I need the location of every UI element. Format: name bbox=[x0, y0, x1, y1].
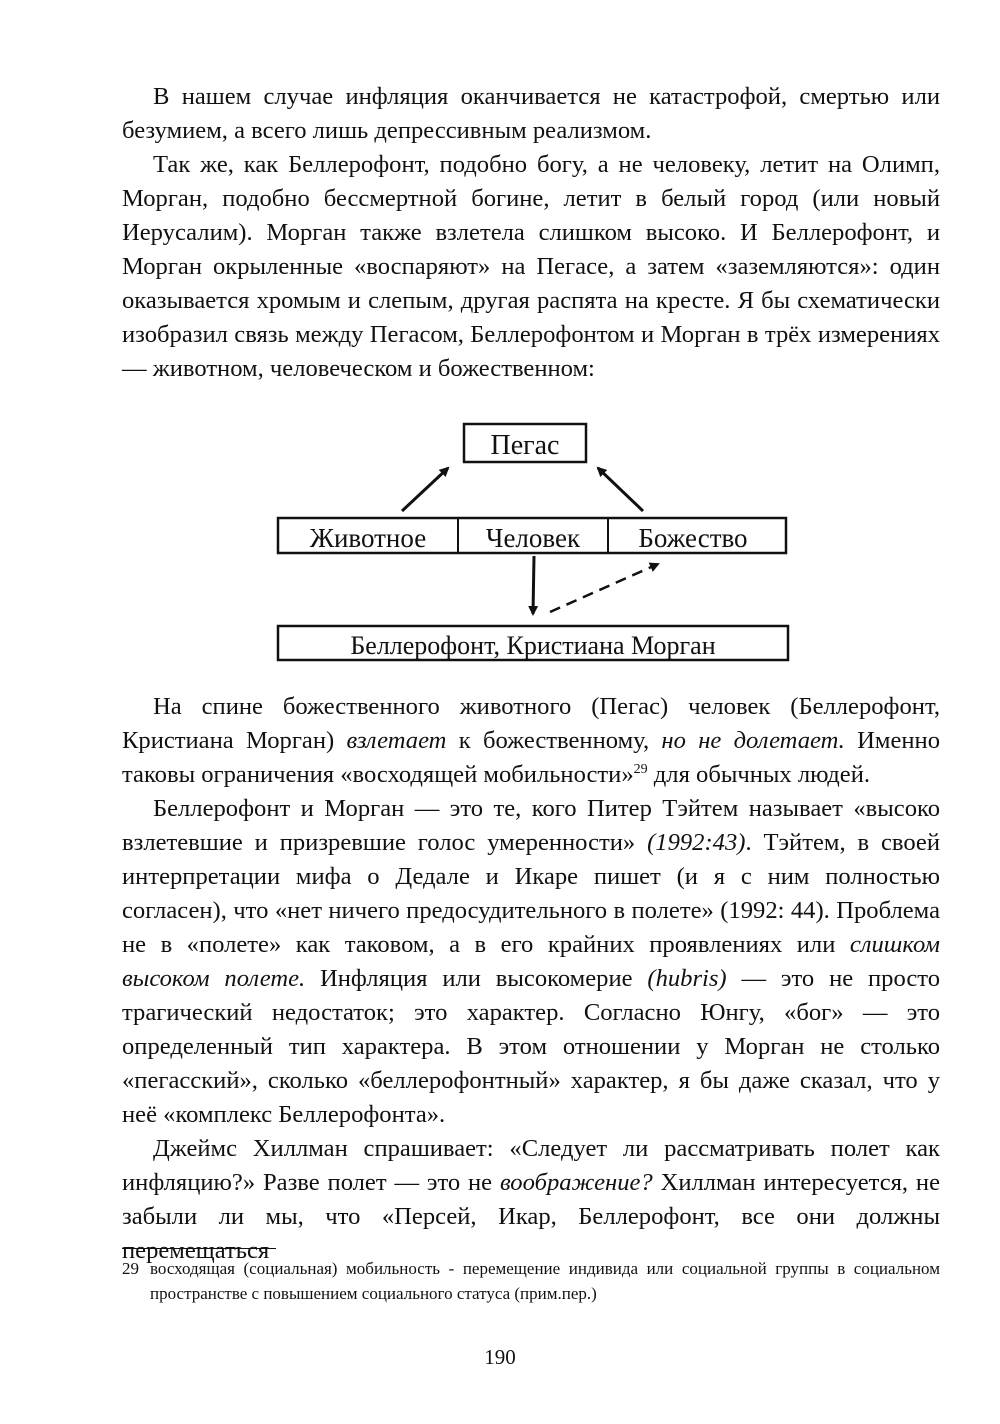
arrow-human-down bbox=[533, 556, 534, 614]
pegasus-label: Пегас bbox=[490, 430, 560, 461]
p4-text-2: . Тэйтем, в своей интерпретации мифа о Дедале и Икаре пишет (и я с ним полностью согласен), что «нет ничего предосудительного в полете» (1992: 44). Проблема не в «полете» как таковом, а в его крайних проявлениях или bbox=[122, 829, 940, 958]
footnote-divider bbox=[122, 1248, 276, 1249]
footnote-29 bbox=[122, 1256, 940, 1306]
p3-text-4: для обычных людей. bbox=[647, 761, 871, 788]
p4-text-4: — это не просто трагический недостаток; это характер. Согласно Юнгу, «бог» — это определенный тип характера. В этом отношении у Морган не столько «пегасский», сколько «беллерофонтный» характер, я бы даже сказал, что у неё «комплекс Беллерофонта». bbox=[122, 965, 941, 1128]
human-label: Человек bbox=[485, 523, 581, 553]
diagram-svg bbox=[270, 418, 800, 666]
p4-italic-3: (hubris) bbox=[647, 965, 727, 992]
divine-label: Божество bbox=[638, 523, 748, 553]
p4-italic-2: слишком высоком полете. bbox=[122, 931, 940, 992]
footnote-number: 29 bbox=[122, 1259, 139, 1278]
arrow-divine-to-pegasus bbox=[598, 468, 643, 511]
top-text-block bbox=[122, 80, 940, 386]
animal-label: Животное bbox=[309, 523, 427, 553]
characters-label: Беллерофонт, Кристиана Морган bbox=[350, 631, 716, 660]
footnote-ref-29: 29 bbox=[633, 761, 648, 777]
footnote-text: восходящая (социальная) мобильность - перемещение индивида или социальной группы в социальном пространстве с повышением социального статуса (прим.пер.) bbox=[150, 1259, 940, 1303]
dimension-diagram bbox=[270, 418, 800, 666]
p5-text-1: Джеймс Хиллман спрашивает: «Следует ли рассматривать полет как инфляцию?» Разве полет — это не bbox=[122, 1135, 940, 1196]
paragraph-tatham bbox=[122, 792, 940, 1132]
paragraph-bellerophon-morgan: Так же, как Беллерофонт, подобно богу, а не человеку, летит на Олимп, Морган, подобно бессмертной богине, летит в белый город (или новый Иерусалим). Морган также взлетела слишком высоко. И Беллерофонт, и Морган окрыленные «воспаряют» на Пегасе, а затем «заземляются»: один оказывается хромым и слепым, другая распята на кресте. Я бы схематически изобразил связь между Пегасом, Беллерофонтом и Морган в трёх измерениях — животном, человеческом и божественном: bbox=[122, 151, 940, 382]
bottom-text-block bbox=[122, 690, 940, 1268]
p3-italic-1: взлетает bbox=[346, 727, 447, 754]
p3-italic-2: но не долетает. bbox=[661, 727, 845, 754]
p3-text-3: Именно таковы ограничения «восходящей мобильности» bbox=[122, 727, 940, 788]
paragraph-ascending-mobility bbox=[122, 690, 940, 792]
p4-italic-1: (1992:43) bbox=[647, 829, 746, 856]
paragraph-inflation: В нашем случае инфляция оканчивается не катастрофой, смертью или безумием, а всего лишь депрессивным реализмом. bbox=[122, 83, 940, 144]
p5-italic-1: воображение? bbox=[499, 1169, 653, 1196]
p3-text-2: к божественному, bbox=[446, 727, 662, 754]
p5-text-2: Хиллман интересуется, не забыли ли мы, что «Персей, Икар, Беллерофонт, все они должны перемещаться bbox=[122, 1169, 940, 1264]
arrow-dashed-to-divine bbox=[550, 564, 658, 612]
page-number: 190 bbox=[484, 1345, 516, 1369]
p4-text-3: Инфляция или высокомерие bbox=[305, 965, 648, 992]
p4-text-1: Беллерофонт и Морган — это те, кого Питер Тэйтем называет «высоко взлетевшие и призревшие голос умеренности» bbox=[122, 795, 940, 856]
arrow-animal-to-pegasus bbox=[402, 468, 448, 511]
p3-text-1: На спине божественного животного (Пегас) человек (Беллерофонт, Кристиана Морган) bbox=[122, 693, 940, 754]
